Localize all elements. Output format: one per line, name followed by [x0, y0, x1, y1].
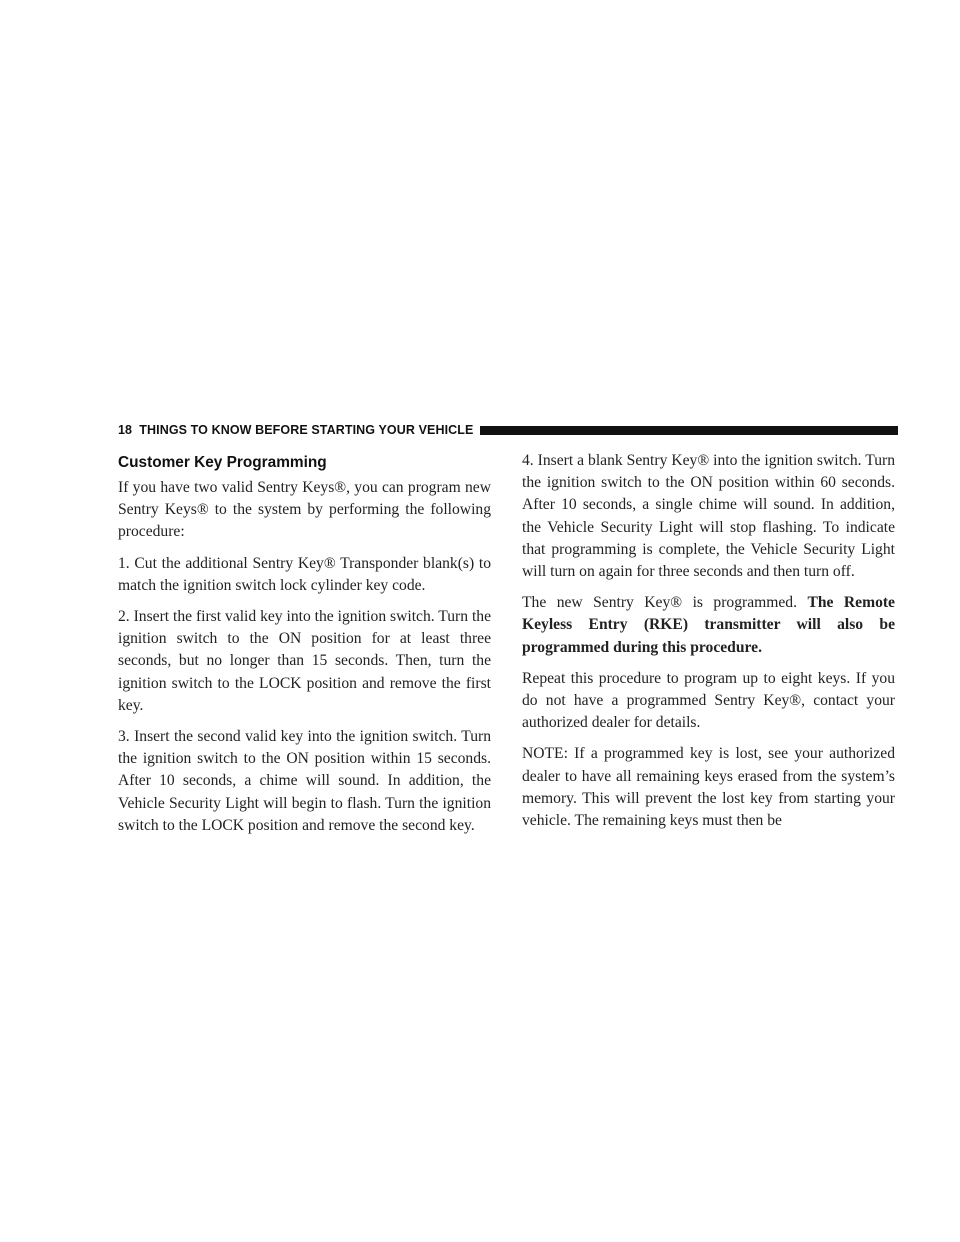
step-3-paragraph: 3. Insert the second valid key into the ignition switch. Turn the ignition switch to the ON position within 15 seconds. After 10 seconds, a chime will sound. In addition, the Vehicle Security Light will begin to flash. Turn the ignition switch to the LOCK position and remove the second key. — [118, 728, 491, 834]
page-header — [118, 420, 898, 440]
step-1-paragraph: 1. Cut the additional Sentry Key® Transponder blank(s) to match the ignition switch lock cylinder key code. — [118, 554, 491, 594]
repeat-paragraph: Repeat this procedure to program up to eight keys. If you do not have a programmed Sentry Key®, contact your authorized dealer for details. — [522, 669, 895, 732]
right-column — [522, 450, 895, 841]
section-title: Customer Key Programming — [118, 454, 327, 471]
programmed-text: The new Sentry Key® is programmed. — [522, 594, 808, 612]
header-rule — [480, 426, 898, 435]
intro-paragraph: If you have two valid Sentry Keys®, you can program new Sentry Keys® to the system by performing the following procedure: — [118, 479, 491, 541]
header-spacer — [132, 423, 139, 437]
note-label: NOTE: — [522, 745, 568, 763]
step-2-paragraph: 2. Insert the first valid key into the ignition switch. Turn the ignition switch to the ON position for at least three seconds, but no longer than 15 seconds. Then, turn the ignition switch to the LOCK position and remove the first key. — [118, 608, 491, 714]
note-paragraph — [522, 743, 895, 832]
left-column — [118, 450, 491, 846]
rke-programmed-notice: The Remote Keyless Entry (RKE) transmitter will also be programmed during this procedure. — [522, 594, 895, 656]
programmed-paragraph — [522, 592, 895, 659]
step-4-paragraph: 4. Insert a blank Sentry Key® into the ignition switch. Turn the ignition switch to the ON position within 60 seconds. After 10 seconds, a single chime will sound. In addition, the Vehicle Security Light will stop flashing. To indicate that programming is complete, the Vehicle Security Light will turn on again for three seconds and then turn off. — [522, 452, 895, 581]
page-number: 18 — [118, 423, 133, 437]
note-text: If a programmed key is lost, see your authorized dealer to have all remaining keys erased from the system’s memory. This will prevent the lost key from starting your vehicle. The remaining keys must then be — [522, 745, 895, 830]
header-title: THINGS TO KNOW BEFORE STARTING YOUR VEHICLE — [139, 423, 474, 437]
